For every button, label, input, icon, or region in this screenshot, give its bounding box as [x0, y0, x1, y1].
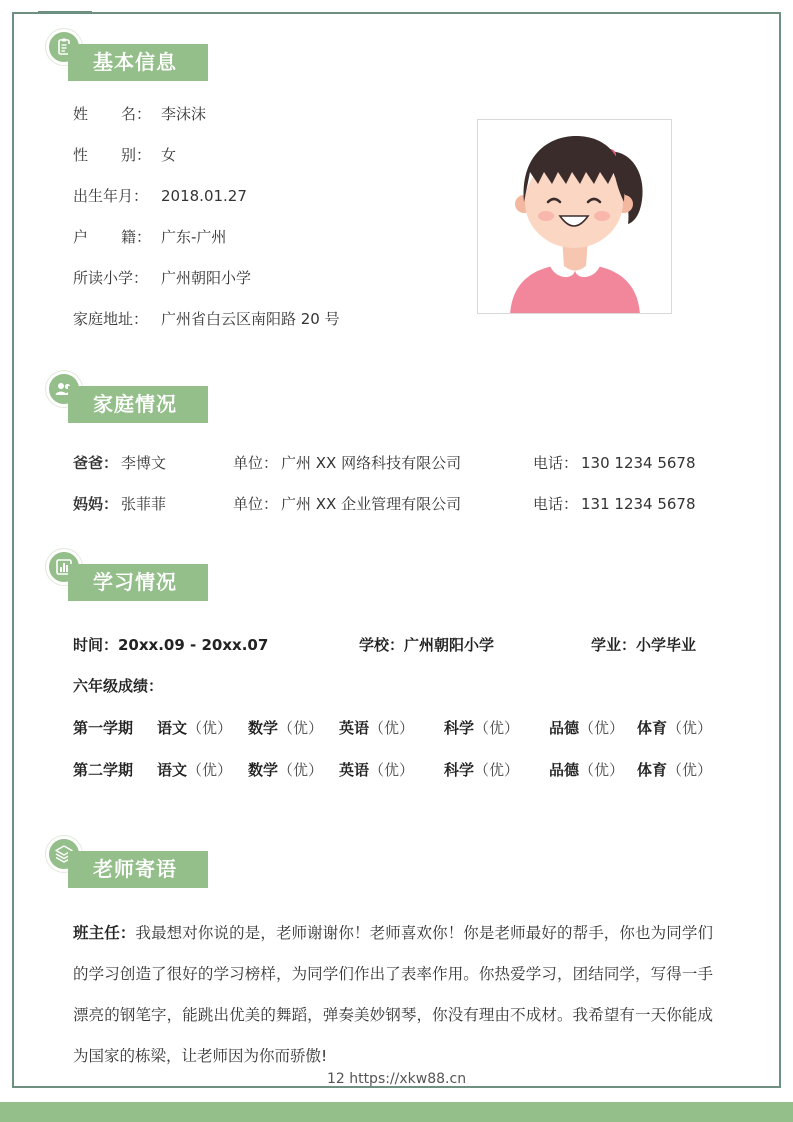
subject-name: 语文: [157, 761, 188, 779]
subject-grade: [549, 759, 624, 781]
subject-level: （优）: [667, 761, 713, 779]
term-label: 第一学期: [73, 719, 134, 737]
subject-name: 品德: [549, 761, 580, 779]
term-label: 第二学期: [73, 761, 134, 779]
family-phone: 130 1234 5678: [581, 454, 696, 472]
section-title: 学习情况: [68, 564, 208, 601]
subject-name: 语文: [157, 719, 188, 737]
family-phone: 131 1234 5678: [581, 495, 696, 513]
section-title: 基本信息: [68, 44, 208, 81]
girl-avatar-icon: [478, 120, 672, 314]
footer-bar: [0, 1102, 793, 1122]
info-value: 李沫沫: [161, 105, 207, 123]
profile-photo: [477, 119, 672, 314]
subject-grade: [444, 717, 519, 739]
section-header-study: [46, 558, 216, 600]
family-name: 张菲菲: [121, 495, 167, 513]
info-value: 2018.01.27: [161, 187, 247, 205]
subject-level: （优）: [579, 761, 625, 779]
subject-grade: [339, 759, 414, 781]
comment-author: 班主任：: [73, 924, 136, 942]
section-header-teacher: [46, 845, 216, 887]
family-unit: 广州 XX 网络科技有限公司: [281, 454, 462, 472]
info-row: [73, 144, 176, 166]
info-row: [73, 185, 247, 207]
subject-grade: [248, 759, 323, 781]
subject-name: 体育: [637, 761, 668, 779]
info-value: 广州朝阳小学: [161, 269, 252, 287]
subject-name: 品德: [549, 719, 580, 737]
subject-name: 体育: [637, 719, 668, 737]
subject-grade: [637, 717, 712, 739]
info-label: 所读小学：: [73, 269, 149, 287]
subject-name: 英语: [339, 761, 370, 779]
family-phone-label: 电话：: [533, 454, 579, 472]
subject-grade: [549, 717, 624, 739]
section-header-family: [46, 380, 216, 422]
subject-name: 英语: [339, 719, 370, 737]
section-header-basic: [46, 38, 216, 80]
info-label: 姓 名：: [73, 105, 152, 123]
subject-level: （优）: [187, 761, 233, 779]
comment-text: 我最想对你说的是，老师谢谢你！老师喜欢你！你是老师最好的帮手，你也为同学们的学习创造了很好的学习榜样，为同学们作出了表率作用。你热爱学习，团结同学，写得一手漂亮的钢笔字，能跳出优美的舞蹈，弹奏美妙钢琴，你没有理由不成材。我希望有一天你能成为国家的栋梁，让老师因为你而骄傲!: [73, 924, 713, 1065]
subject-level: （优）: [667, 719, 713, 737]
frame-accent-line: [38, 11, 92, 13]
subject-grade: [157, 717, 232, 739]
info-label: 家庭地址：: [73, 310, 149, 328]
subject-level: （优）: [369, 761, 415, 779]
subject-grade: [339, 717, 414, 739]
subject-level: （优）: [278, 761, 324, 779]
info-value: 广州省白云区南阳路 20 号: [161, 310, 340, 328]
family-role: 妈妈：: [73, 495, 119, 513]
subject-level: （优）: [187, 719, 233, 737]
info-row: [73, 308, 340, 330]
subject-grade: [157, 759, 232, 781]
section-title: 家庭情况: [68, 386, 208, 423]
grades-title: 六年级成绩：: [73, 677, 164, 695]
subject-name: 数学: [248, 761, 279, 779]
info-value: 女: [161, 146, 177, 164]
info-row: [73, 226, 226, 248]
subject-name: 科学: [444, 719, 475, 737]
family-role: 爸爸：: [73, 454, 119, 472]
family-phone-label: 电话：: [533, 495, 579, 513]
subject-grade: [444, 759, 519, 781]
family-unit: 广州 XX 企业管理有限公司: [281, 495, 462, 513]
family-name: 李博文: [121, 454, 167, 472]
info-label: 出生年月：: [73, 187, 149, 205]
subject-level: （优）: [474, 719, 520, 737]
subject-name: 科学: [444, 761, 475, 779]
section-title: 老师寄语: [68, 851, 208, 888]
info-row: [73, 267, 251, 289]
info-row: [73, 103, 206, 125]
family-unit-label: 单位：: [233, 495, 279, 513]
family-unit-label: 单位：: [233, 454, 279, 472]
subject-level: （优）: [369, 719, 415, 737]
info-label: 性 别：: [73, 146, 152, 164]
subject-level: （优）: [278, 719, 324, 737]
teacher-comment: [73, 913, 713, 1077]
study-time: 时间：20xx.09 - 20xx.07: [73, 636, 269, 654]
study-school: 学校：广州朝阳小学: [359, 636, 495, 654]
subject-grade: [637, 759, 712, 781]
info-label: 户 籍：: [73, 228, 152, 246]
info-value: 广东-广州: [161, 228, 227, 246]
study-degree: 学业：小学毕业: [591, 636, 697, 654]
subject-level: （优）: [579, 719, 625, 737]
subject-level: （优）: [474, 761, 520, 779]
page-footer: 12 https://xkw88.cn: [326, 1071, 467, 1087]
subject-name: 数学: [248, 719, 279, 737]
subject-grade: [248, 717, 323, 739]
